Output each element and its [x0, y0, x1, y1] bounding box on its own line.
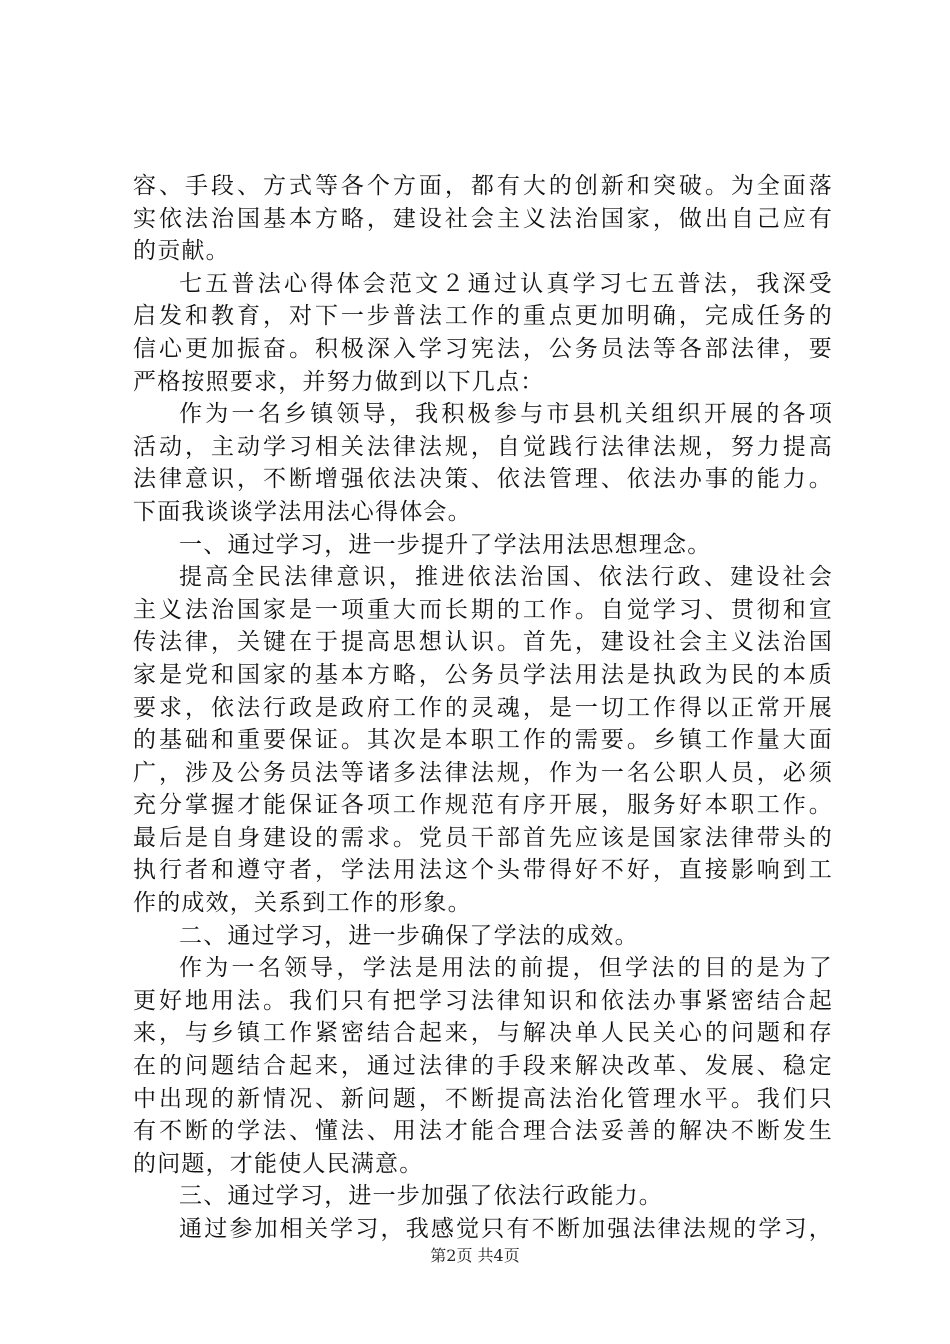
- text-line: 的问题，才能使人民满意。: [133, 1150, 424, 1177]
- text-line: 在的问题结合起来，通过法律的手段来解决改革、发展、稳定: [133, 1053, 833, 1080]
- text-line: 作为一名乡镇领导，我积极参与市县机关组织开展的各项: [179, 401, 833, 428]
- page-number-footer: 第2页 共4页: [430, 1246, 520, 1265]
- text-line: 广，涉及公务员法等诸多法律法规，作为一名公职人员，必须: [133, 759, 833, 786]
- text-line: 的基础和重要保证。其次是本职工作的需要。乡镇工作量大面: [133, 727, 833, 754]
- text-line: 严格按照要求，并努力做到以下几点：: [133, 368, 545, 395]
- text-line: 有不断的学法、懂法、用法才能合理合法妥善的解决不断发生: [133, 1118, 833, 1145]
- text-line: 更好地用法。我们只有把学习法律知识和依法办事紧密结合起: [133, 987, 833, 1014]
- text-line: 七五普法心得体会范文２通过认真学习七五普法，我深受: [179, 270, 833, 297]
- document-body: [133, 170, 833, 1246]
- text-line: 法律意识，不断增强依法决策、依法管理、依法办事的能力。: [133, 466, 833, 493]
- text-line: 作为一名领导，学法是用法的前提，但学法的目的是为了: [179, 955, 833, 982]
- text-line: 提高全民法律意识，推进依法治国、依法行政、建设社会: [179, 564, 833, 591]
- text-line: 最后是自身建设的需求。党员干部首先应该是国家法律带头的: [133, 824, 833, 851]
- text-line: 执行者和遵守者，学法用法这个头带得好不好，直接影响到工: [133, 857, 833, 884]
- text-line: 三、通过学习，进一步加强了依法行政能力。: [179, 1183, 663, 1210]
- text-line: 要求，依法行政是政府工作的灵魂，是一切工作得以正常开展: [133, 694, 833, 721]
- text-line: 的贡献。: [133, 238, 230, 265]
- text-line: 家是党和国家的基本方略，公务员学法用法是执政为民的本质: [133, 661, 833, 688]
- text-line: 通过参加相关学习，我感觉只有不断加强法律法规的学习，: [179, 1216, 833, 1242]
- text-line: 传法律，关键在于提高思想认识。首先，建设社会主义法治国: [133, 629, 833, 656]
- text-line: 启发和教育，对下一步普法工作的重点更加明确，完成任务的: [133, 303, 833, 330]
- text-line: 充分掌握才能保证各项工作规范有序开展，服务好本职工作。: [133, 792, 833, 819]
- text-line: 活动，主动学习相关法律法规，自觉践行法律法规，努力提高: [133, 433, 833, 460]
- text-line: 主义法治国家是一项重大而长期的工作。自觉学习、贯彻和宣: [133, 596, 833, 623]
- text-line: 下面我谈谈学法用法心得体会。: [133, 498, 472, 525]
- text-line: 信心更加振奋。积极深入学习宪法，公务员法等各部法律，要: [133, 335, 833, 362]
- text-line: 中出现的新情况、新问题，不断提高法治化管理水平。我们只: [133, 1085, 833, 1112]
- text-line: 容、手段、方式等各个方面，都有大的创新和突破。为全面落: [133, 173, 833, 199]
- text-line: 二、通过学习，进一步确保了学法的成效。: [179, 922, 639, 949]
- text-line: 一、通过学习，进一步提升了学法用法思想理念。: [179, 531, 712, 558]
- text-line: 实依法治国基本方略，建设社会主义法治国家，做出自己应有: [133, 205, 833, 232]
- text-line: 来，与乡镇工作紧密结合起来，与解决单人民关心的问题和存: [133, 1020, 833, 1047]
- text-line: 作的成效，关系到工作的形象。: [133, 890, 472, 917]
